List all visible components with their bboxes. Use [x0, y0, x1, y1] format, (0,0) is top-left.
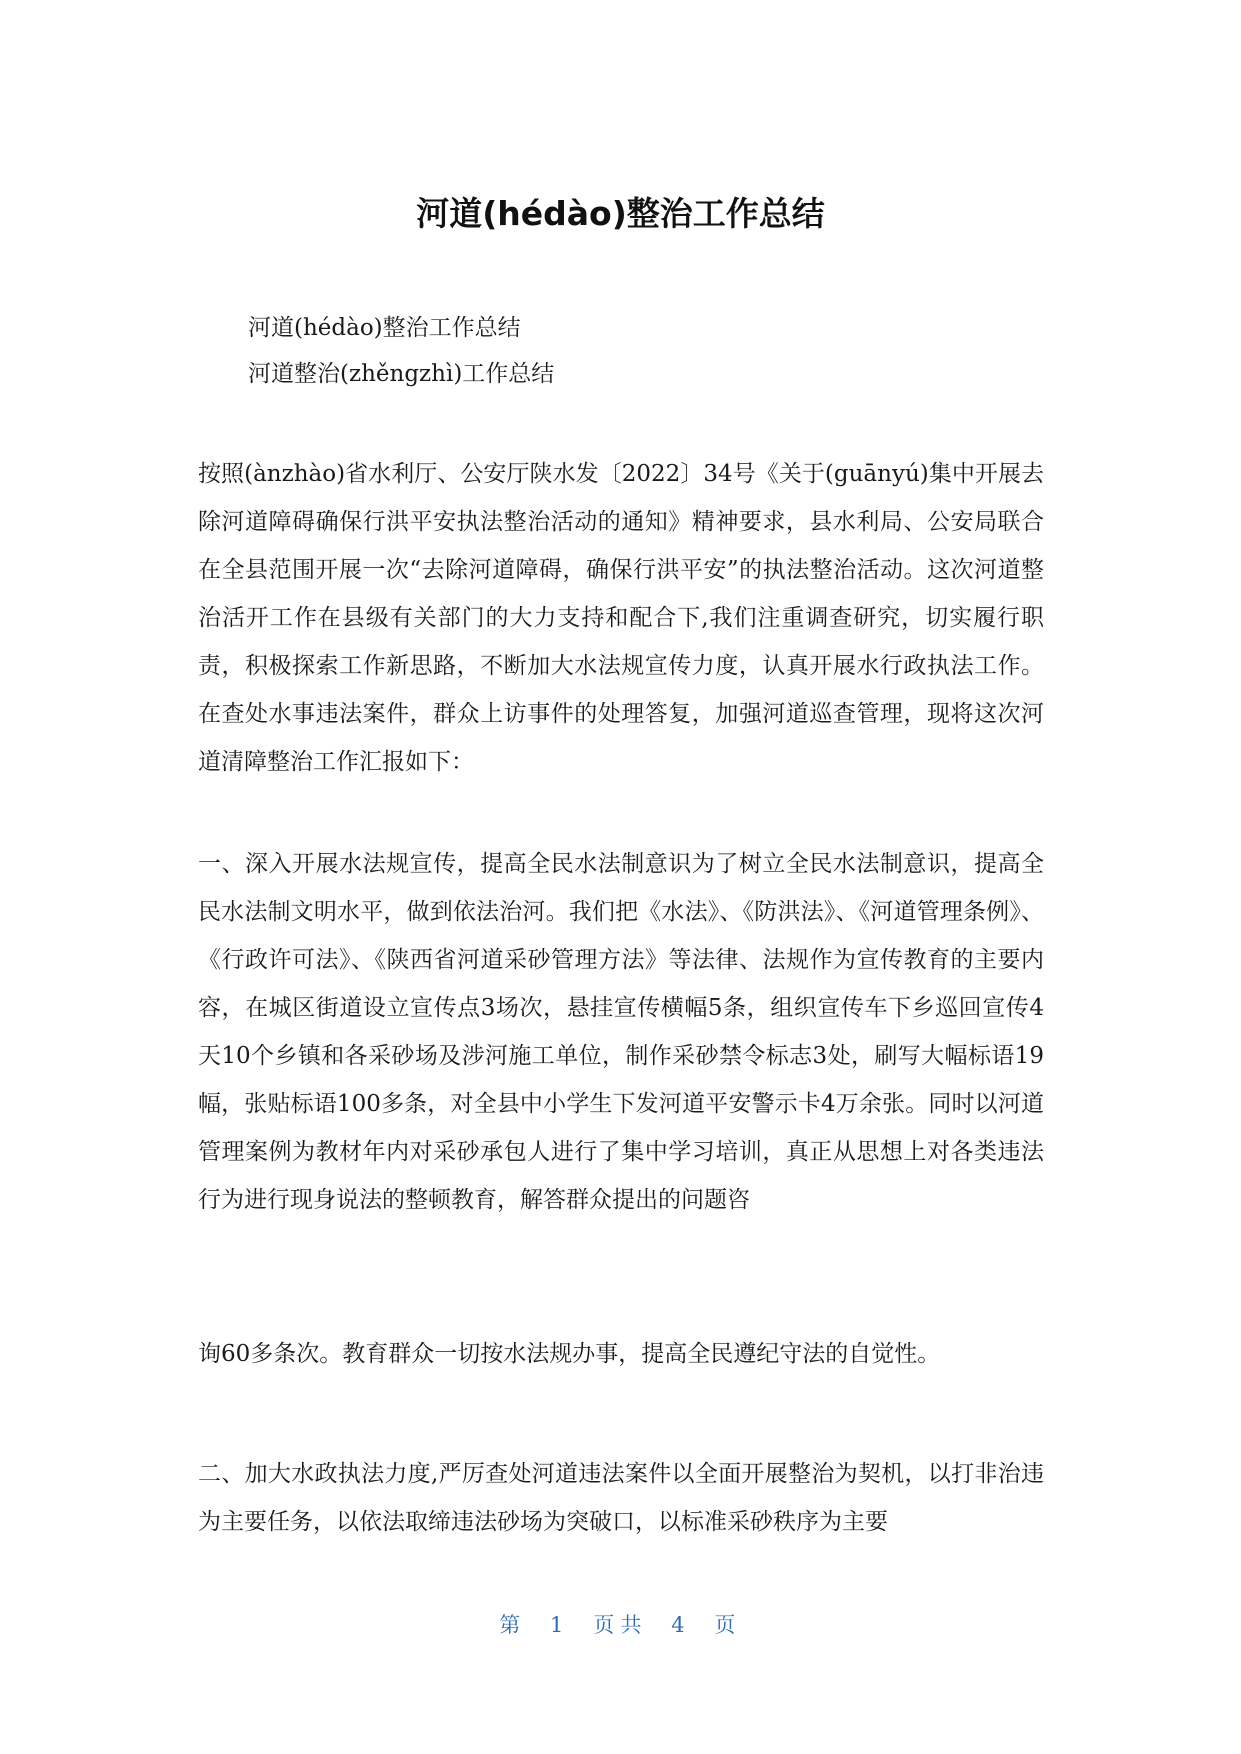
body-paragraph: 按照(ànzhào)省水利厅、公安厅陕水发〔2022〕34号《关于(guānyú)集中开展去除河道障碍确保行洪平安执法整治活动的通知》精神要求，县水利局、公安局联合在全县范围开展一次“去除河道障碍，确保行洪平安”的执法整治活动。这次河道整治活开工作在县级有关部门的大力支持和配合下,我们注重调查研究，切实履行职责，积极探索工作新思路，不断加大水法规宣传力度，认真开展水行政执法工作。在查处水事违法案件，群众上访事件的处理答复，加强河道巡查管理，现将这次河道清障整治工作汇报如下： [198, 461, 1044, 775]
body-paragraph: 二、加大水政执法力度,严厉查处河道违法案件以全面开展整治为契机，以打非治违为主要任务，以依法取缔违法砂场为突破口，以标准采砂秩序为主要 [198, 1461, 1044, 1535]
document-title: 河道(hédào)整治工作总结 [416, 194, 825, 233]
body-paragraph: 一、深入开展水法规宣传，提高全民水法制意识为了树立全民水法制意识，提高全民水法制文明水平，做到依法治河。我们把《水法》、《防洪法》、《河道管理条例》、《行政许可法》、《陕西省河道采砂管理方法》等法律、法规作为宣传教育的主要内容，在城区街道设立宣传点3场次，悬挂宣传横幅5条，组织宣传车下乡巡回宣传4天10个乡镇和各采砂场及涉河施工单位，制作采砂禁令标志3处，刷写大幅标语19幅，张贴标语100多条，对全县中小学生下发河道平安警示卡4万余张。同时以河道管理案例为教材年内对采砂承包人进行了集中学习培训，真正从思想上对各类违法行为进行现身说法的整顿教育，解答群众提出的问题咨 [198, 851, 1044, 1213]
page-number-footer: 第 1 页共 4 页 [499, 1613, 742, 1637]
subtitle-block [248, 305, 1048, 397]
subtitle-line: 河道(hédào)整治工作总结 [248, 315, 521, 341]
body-paragraph: 询60多条次。教育群众一切按水法规办事，提高全民遵纪守法的自觉性。 [198, 1341, 941, 1367]
subtitle-line: 河道整治(zhěngzhì)工作总结 [248, 361, 555, 387]
